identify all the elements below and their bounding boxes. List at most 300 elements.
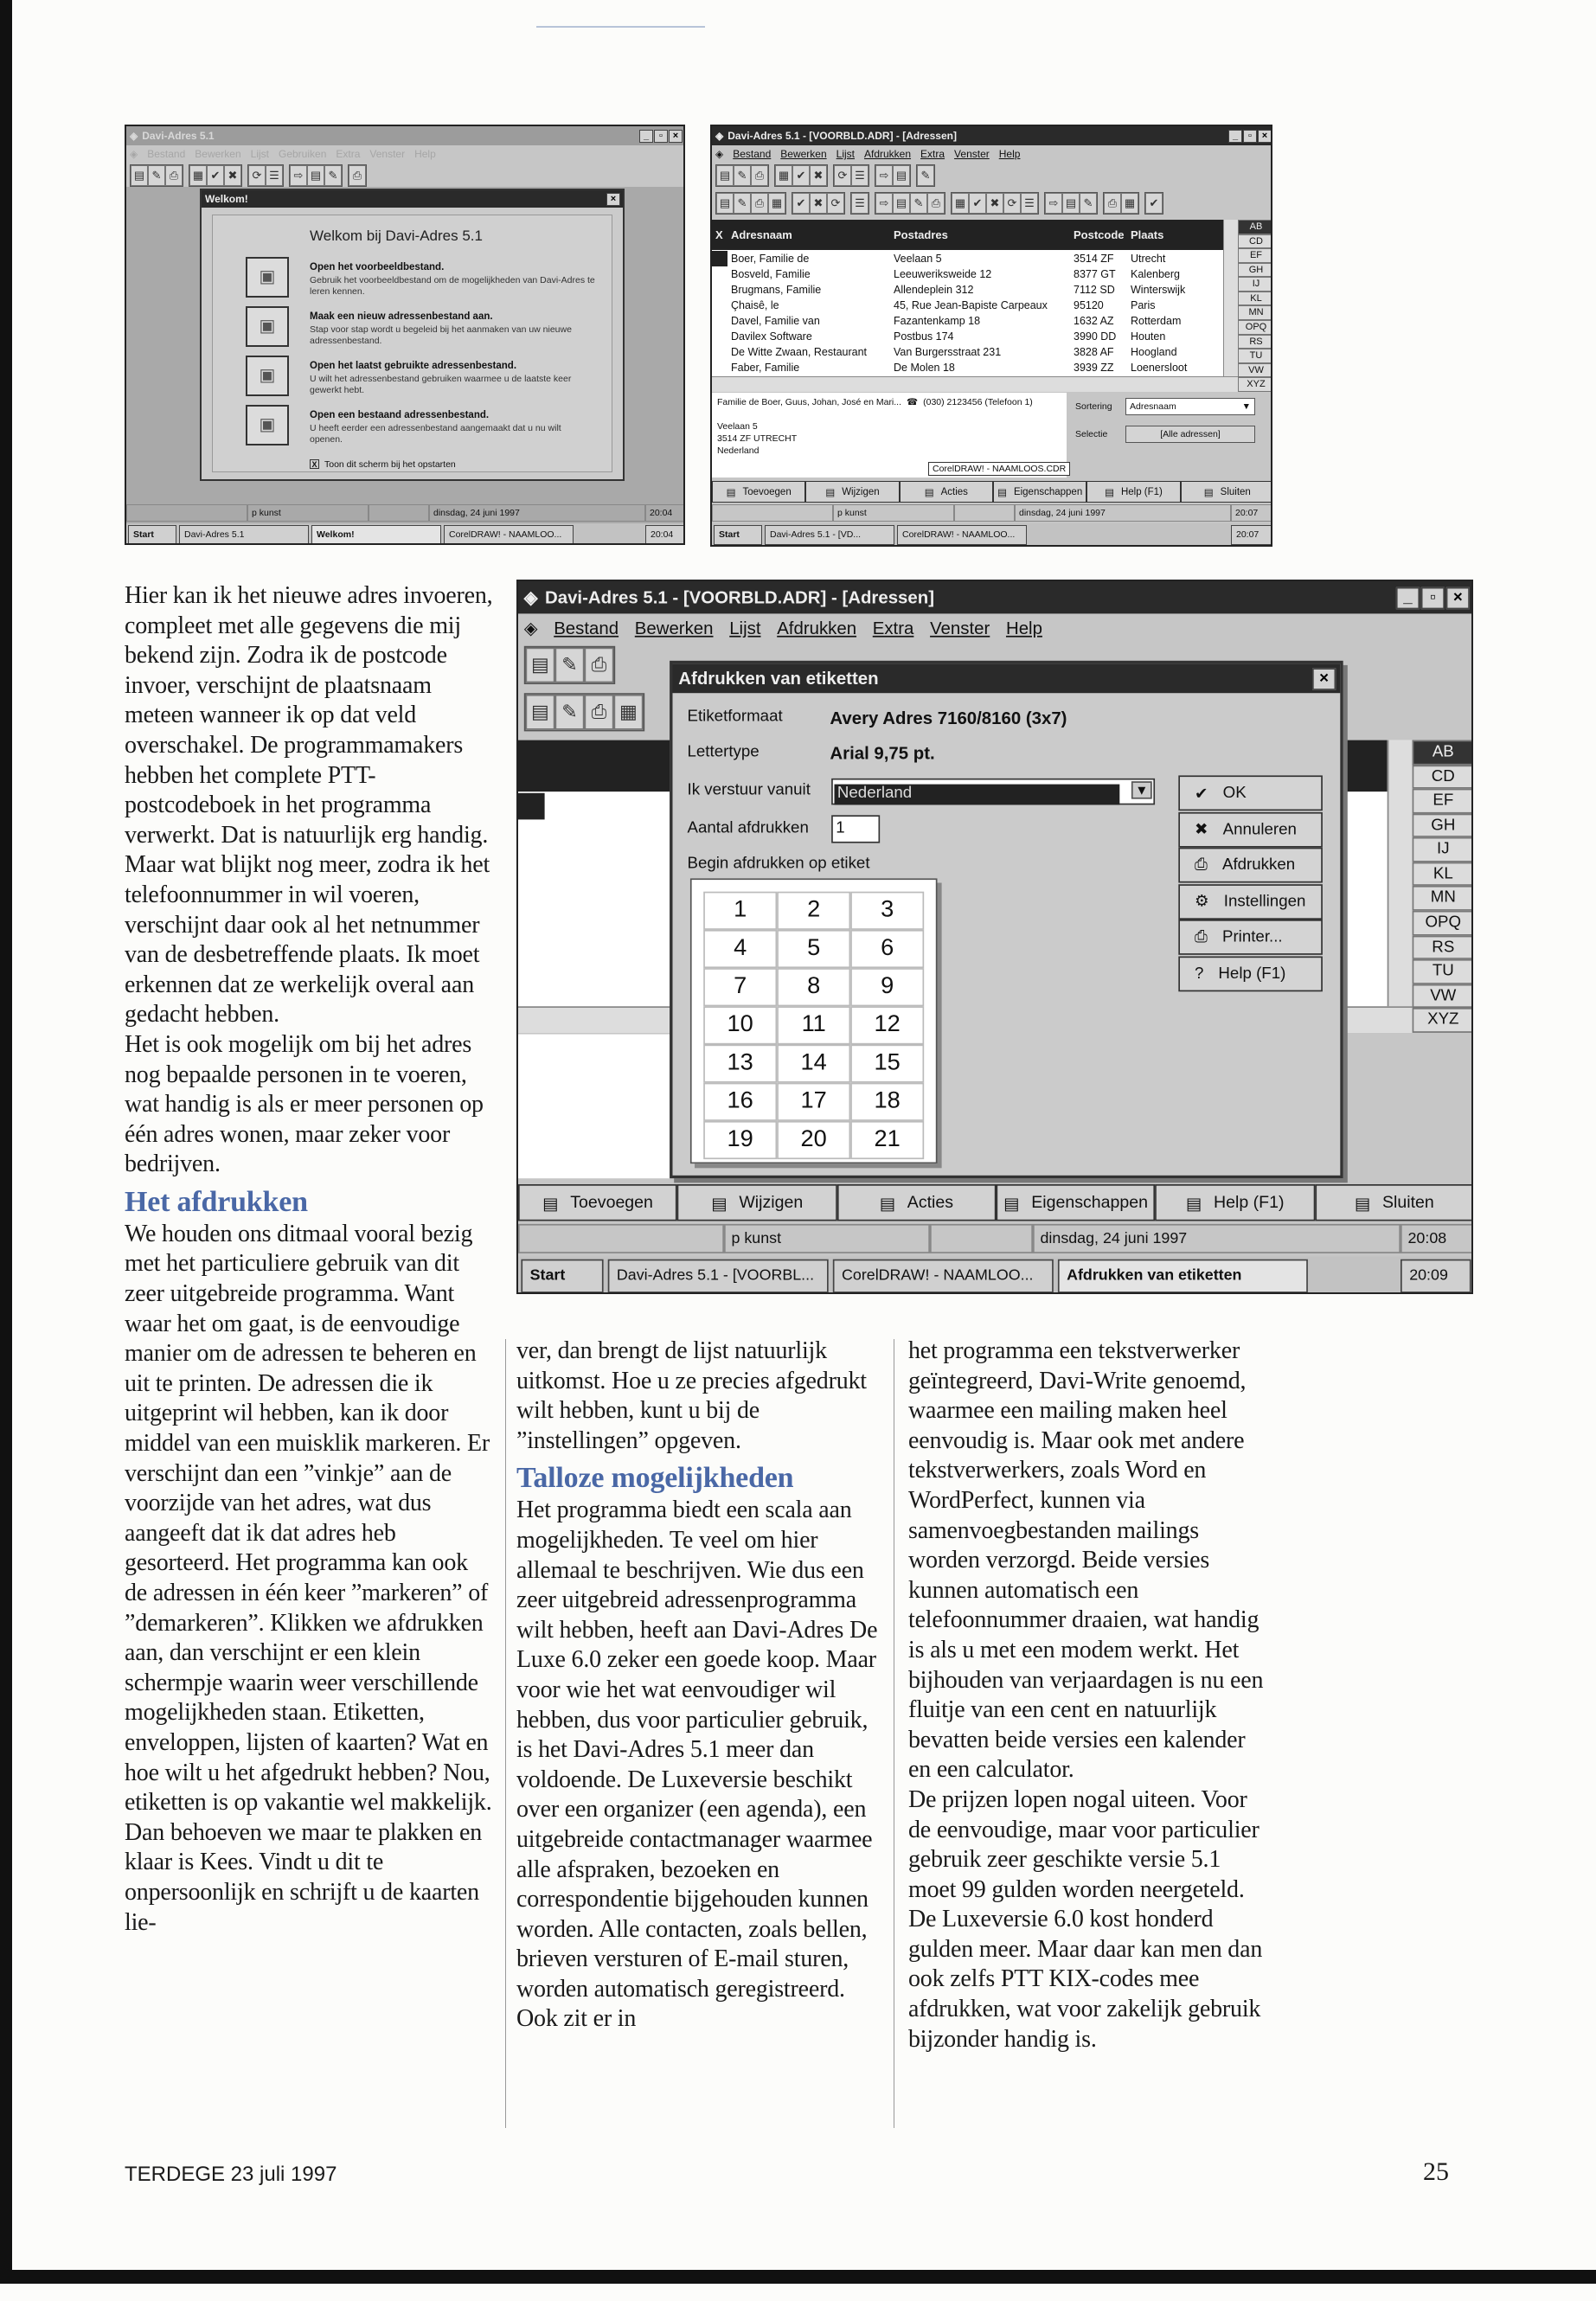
page-edge [0,0,12,2284]
alpha-tab[interactable]: AB [1413,740,1473,765]
button-icon: ▤ [542,1195,559,1214]
button-toevoegen[interactable] [712,481,805,503]
action-buttons [518,1184,1473,1221]
button-label: Help (F1) [1213,1194,1285,1212]
window-title: Davi-Adres 5.1 - [VOORBLD.ADR] - [Adressen] [544,586,935,608]
table-cell: Utrecht [1131,253,1166,265]
close-button[interactable]: × [669,130,683,143]
alpha-tab[interactable]: TU [1413,959,1473,984]
label-cell[interactable]: 11 [777,1006,850,1044]
table-row[interactable] [712,360,1223,375]
toolbar-button-icon[interactable]: ⎙ [349,165,366,186]
action-buttons [712,481,1272,503]
taskbar-item[interactable]: Afdrukken van etiketten [1058,1259,1308,1293]
taskbar-item[interactable]: Davi-Adres 5.1 - [VD... [765,525,894,545]
button-label: Toevoegen [570,1194,653,1212]
option-icon-button[interactable]: ▣ [246,356,289,396]
toolbar [715,192,1163,215]
button-toevoegen[interactable] [518,1184,677,1221]
field-value: Avery Adres 7160/8160 (3x7) [830,708,1067,728]
minimize-button[interactable]: _ [1396,586,1420,609]
toolbar-button-icon[interactable]: ⎙ [585,648,614,683]
minimize-button[interactable]: _ [639,130,653,143]
toolbar-button-icon[interactable]: ▤ [716,193,734,214]
column-header[interactable]: Adresnaam [731,228,792,241]
option-title[interactable]: Maak een nieuw adressenbestand aan. [310,311,493,322]
screenshot-address-list [710,125,1272,547]
toolbar-button-icon[interactable]: ✖ [810,165,827,186]
column-divider [505,1339,506,2128]
print-icon: ⎙ [1195,856,1208,874]
table-cell: 3990 DD [1074,330,1117,343]
table-row[interactable] [712,251,1223,266]
button-eigenschappen[interactable] [996,1184,1155,1221]
table-cell: 8377 GT [1074,268,1116,280]
status-field [518,1224,724,1253]
table-cell: Brugmans, Familie [731,284,822,296]
taskbar-item[interactable]: Davi-Adres 5.1 [179,525,309,545]
toolbar-button-icon[interactable]: ⎙ [751,165,768,186]
toolbar-button-icon[interactable]: ▤ [307,165,324,186]
alpha-tab[interactable]: IJ [1413,837,1473,862]
table-row[interactable] [712,298,1223,313]
option-icon-button[interactable]: ▣ [246,306,289,347]
toolbar-button-icon[interactable]: ▤ [893,193,910,214]
taskbar [712,523,1272,547]
option-title[interactable]: Open een bestaand adressenbestand. [310,410,490,420]
taskbar-item[interactable]: CorelDRAW! - NAAMLOO... [897,525,1027,545]
menu-afdrukken[interactable]: Afdrukken [864,148,912,160]
alpha-tab[interactable]: EF [1238,248,1272,263]
sort-select[interactable] [1125,398,1255,415]
table-cell: Çhaisê, le [731,299,779,311]
menu-bewerken[interactable]: Bewerken [195,148,241,160]
maximize-button[interactable]: ▫ [654,130,668,143]
toolbar-button-icon[interactable]: ⇨ [875,193,893,214]
start-button[interactable]: Start [128,525,176,545]
paragraph: ver, dan brengt de lijst natuurlijk uitkomst. Hoe u ze precies afgedrukt wilt hebben, kunt u bij de ”instellingen” opgeven. [516,1337,867,1454]
contact-names: Familie de Boer, Guus, Johan, José en Mari... [717,397,902,407]
menu-help[interactable]: Help [998,148,1021,160]
label-cell[interactable]: 15 [850,1045,924,1083]
settings-icon: ⚙ [1195,893,1209,911]
toolbar-button-icon[interactable]: ▦ [189,165,207,186]
label-cell[interactable]: 7 [703,968,777,1006]
start-button[interactable]: Start [521,1259,603,1293]
alpha-tab[interactable]: OPQ [1413,911,1473,935]
table-cell: Paris [1131,299,1156,311]
column-header[interactable]: Postcode [1074,228,1125,241]
toolbar-button-icon[interactable]: ⎙ [1104,193,1121,214]
toolbar-button-icon[interactable]: ✎ [917,165,934,186]
toolbar-button-icon[interactable]: ✎ [555,695,585,730]
field-label: Etiketformaat [687,708,783,726]
maximize-button[interactable]: ▫ [1243,130,1257,143]
table-row[interactable] [712,282,1223,298]
alpha-tab[interactable]: GH [1238,263,1272,278]
status-field: 20:08 [1401,1224,1473,1253]
toolbar-group [850,192,869,215]
alpha-tab[interactable]: MN [1413,887,1473,911]
status-field: dinsdag, 24 juni 1997 [1033,1224,1401,1253]
toolbar-group [951,192,1039,215]
toolbar-button-icon[interactable]: ✔ [1145,193,1163,214]
status-field [712,504,833,522]
button-help-f1-[interactable] [1156,1184,1315,1221]
toolbar-button-icon[interactable]: ▤ [526,648,555,683]
table-cell: Veelaan 5 [894,253,942,265]
toolbar-group [524,646,615,684]
button-acties[interactable] [900,481,993,503]
toolbar-button-icon[interactable]: ▦ [614,695,644,730]
label-cell[interactable]: 5 [777,930,850,968]
label-cell[interactable]: 18 [850,1083,924,1121]
label-cell[interactable]: 10 [703,1006,777,1044]
screenshot-welcome [125,125,685,545]
label-cell[interactable]: 16 [703,1083,777,1121]
table-cell: Houten [1131,330,1166,343]
dialog-title: Afdrukken van etiketten [678,668,879,689]
button-icon: ▤ [1185,1195,1202,1214]
toolbar-button-icon[interactable]: ☰ [266,165,283,186]
close-button[interactable]: × [606,193,620,206]
checkbox-mark: X [310,459,319,469]
button-label: Acties [907,1194,954,1212]
welcome-dialog [200,189,625,481]
option-icon-button[interactable]: ▣ [246,405,289,445]
label-cell[interactable]: 6 [850,930,924,968]
button-afdrukken[interactable] [1178,848,1323,883]
toolbar-button-icon[interactable]: ⎙ [927,193,945,214]
table-cell: Davilex Software [731,330,812,343]
button-wijzigen[interactable] [805,481,899,503]
window-controls [1228,130,1272,143]
toolbar-button-icon[interactable]: ⇨ [1045,193,1062,214]
menu-lijst[interactable]: Lijst [729,618,761,639]
toolbar-button-icon[interactable]: ▦ [775,165,792,186]
menu-lijst[interactable]: Lijst [836,148,855,160]
table-row[interactable] [712,266,1223,282]
toolbar-button-icon[interactable]: ✖ [986,193,1003,214]
chevron-down-icon: ▼ [1241,401,1251,412]
status-bar [126,504,685,522]
menu-venster[interactable]: Venster [930,618,990,639]
selection-label: Selectie [1075,429,1108,439]
toolbar-group [875,192,945,215]
menu-app-icon: ◈ [130,148,138,160]
alpha-tab[interactable]: CD [1238,234,1272,249]
toolbar-button-icon[interactable]: ⟳ [827,193,844,214]
menu-bestand[interactable]: Bestand [733,148,772,160]
button-icon: ▤ [1105,487,1114,498]
toolbar-button-icon[interactable]: ✖ [224,165,241,186]
label-cell[interactable]: 1 [703,892,777,930]
close-button[interactable]: × [1312,667,1336,689]
toolbar-button-icon[interactable]: ✎ [324,165,342,186]
label-cell[interactable]: 13 [703,1045,777,1083]
toolbar-group [1144,192,1163,215]
button-sluiten[interactable] [1315,1184,1473,1221]
status-field: p kunst [724,1224,930,1253]
dialog-title-bar [673,663,1341,693]
toolbar-button-icon[interactable]: ✔ [969,193,986,214]
help-icon: ? [1195,964,1204,983]
menu-lijst[interactable]: Lijst [250,148,269,160]
selection-button[interactable] [1125,426,1255,443]
address-table [712,220,1238,392]
table-cell: Allendeplein 312 [894,284,974,296]
paragraph: het programma een tekstverwerker geïntegreerd, Davi-Write genoemd, waarmee een mailing maken heel eenvoudig is. Maar ook met andere tekstverwerkers, zoals Word en WordPerfect, kunnen via samenvoegbestanden mailings worden verzorgd. Beide versies kunnen automatisch een telefoonnummer draaien, wat handig is als u met een modem werkt. Het bijhouden van verjaardagen is nu een fluitje van een cent en natuurlijk bevatten beide versies een kalender en een calculator. [908,1337,1264,1784]
toolbar-group [1044,192,1098,215]
toolbar-button-icon[interactable]: ▤ [131,165,148,186]
toolbar-button-icon[interactable]: ▤ [893,165,910,186]
toolbar-group [916,164,935,187]
copies-input[interactable]: 1 [831,815,880,843]
button-annuleren[interactable] [1178,811,1323,847]
start-button[interactable]: Start [714,525,762,545]
table-cell: 7112 SD [1074,284,1115,296]
toolbar-button-icon[interactable]: ⇨ [290,165,307,186]
toolbar-button-icon[interactable]: ⟳ [248,165,266,186]
label-cell[interactable]: 3 [850,892,924,930]
toolbar-button-icon[interactable]: ☰ [851,193,869,214]
table-row[interactable] [712,313,1223,329]
tooltip: CorelDRAW! - NAAMLOOS.CDR [928,462,1070,476]
toolbar-group [1103,192,1139,215]
toolbar-button-icon[interactable]: ✔ [792,165,810,186]
alpha-tab[interactable]: MN [1238,305,1272,320]
footer-publication: TERDEGE 23 juli 1997 [125,2163,337,2186]
toolbar-button-icon[interactable]: ☰ [1021,193,1038,214]
toolbar-button-icon[interactable]: ✖ [810,193,827,214]
taskbar-item[interactable]: CorelDRAW! - NAAMLOO... [833,1259,1054,1293]
alpha-tab[interactable]: GH [1413,813,1473,837]
toolbar-button-icon[interactable]: ▤ [526,695,555,730]
toolbar-button-icon[interactable]: ☰ [851,165,869,186]
toolbar-button-icon[interactable]: ⎙ [751,193,768,214]
label-cell[interactable]: 12 [850,1006,924,1044]
table-cell: 95120 [1074,299,1104,311]
row-selector [712,251,727,266]
toolbar-button-icon[interactable]: ▤ [1062,193,1080,214]
status-field [930,1224,1033,1253]
title-bar [712,126,1272,145]
vertical-scrollbar[interactable] [1388,740,1413,1007]
window-controls [639,130,685,143]
toolbar-button-icon[interactable]: ⟳ [1003,193,1021,214]
toolbar-group [715,192,786,215]
menu-extra[interactable]: Extra [336,148,361,160]
toolbar-button-icon[interactable]: ⎙ [165,165,183,186]
button-help-f1-[interactable] [1086,481,1180,503]
label-cell[interactable]: 20 [777,1121,850,1159]
toolbar [130,164,367,187]
vertical-scrollbar[interactable] [1223,220,1238,376]
toolbar-button-icon[interactable]: ⎙ [585,695,614,730]
alpha-tab[interactable]: XYZ [1238,377,1272,392]
button-instellingen[interactable] [1178,883,1323,919]
label-cell[interactable]: 14 [777,1045,850,1083]
article-column-2 [516,1336,880,2035]
option-description: U wilt het adressenbestand gebruiken waarmee u de laatste keer gewerkt hebt. [310,374,572,395]
toolbar-button-icon[interactable]: ✎ [148,165,165,186]
taskbar-clock: 20:07 [1231,525,1272,545]
window-controls [1396,586,1473,609]
table-cell: Winterswijk [1131,284,1186,296]
button-printer[interactable] [1178,920,1323,955]
table-row[interactable] [712,329,1223,344]
toolbar-button-icon[interactable]: ✎ [910,193,927,214]
menu-bestand[interactable]: Bestand [147,148,186,160]
toolbar-button-icon[interactable]: ✎ [555,648,585,683]
menu-extra[interactable]: Extra [920,148,945,160]
checkbox-label: Toon dit scherm bij het opstarten [324,459,456,470]
status-field: 20:04 [645,504,685,522]
alpha-tab[interactable]: VW [1238,363,1272,378]
toolbar-button-icon[interactable]: ✎ [734,193,751,214]
status-field [126,504,247,522]
toolbar-button-icon[interactable]: ⇨ [875,165,893,186]
menu-extra[interactable]: Extra [872,618,914,639]
menu-bewerken[interactable]: Bewerken [780,148,827,160]
sort-label: Sortering [1075,401,1112,412]
button-eigenschappen[interactable] [993,481,1086,503]
send-from-select[interactable] [831,779,1155,805]
printer-icon: ⎙ [1195,927,1208,945]
toolbar [524,646,615,684]
article-column-3 [908,1336,1272,2054]
option-title[interactable]: Open het laatst gebruikte adressenbestand. [310,361,517,371]
button-acties[interactable] [836,1184,996,1221]
print-labels-dialog [670,661,1343,1178]
button-label: Wijzigen [842,486,880,497]
dialog-title-bar [202,190,623,208]
label-cell[interactable]: 4 [703,930,777,968]
dialog-panel [212,215,612,472]
table-cell: Hoogland [1131,346,1177,358]
button-label: Help (F1) [1218,964,1286,983]
taskbar-item[interactable]: Welkom! [311,525,441,545]
label-cell[interactable]: 21 [850,1121,924,1159]
field-label: Lettertype [687,743,760,761]
menu-venster[interactable]: Venster [954,148,990,160]
button-label: Acties [940,486,968,497]
taskbar-clock: 20:09 [1401,1259,1471,1293]
column-header[interactable]: Plaats [1131,228,1164,241]
alpha-tab[interactable]: VW [1413,984,1473,1008]
alpha-tab[interactable]: KL [1238,292,1272,306]
menu-help[interactable]: Help [414,148,436,160]
alpha-tab[interactable]: RS [1238,335,1272,349]
welcome-heading: Welkom bij Davi-Adres 5.1 [310,228,483,244]
menu-app-icon: ◈ [523,618,538,639]
toolbar-button-icon[interactable]: ✔ [207,165,224,186]
minimize-button[interactable]: _ [1228,130,1242,143]
toolbar-button-icon[interactable]: ⟳ [834,165,851,186]
send-from-label: Ik verstuur vanuit [687,781,811,799]
toolbar-button-icon[interactable]: ✎ [1080,193,1097,214]
label-cell[interactable]: 9 [850,968,924,1006]
horizontal-scrollbar[interactable] [712,376,1238,392]
toolbar-group [875,164,911,187]
toolbar-group [774,164,828,187]
button-wijzigen[interactable] [677,1184,836,1221]
close-button[interactable]: × [1446,586,1470,609]
table-cell: De Molen 18 [894,362,955,374]
column-header[interactable]: Postadres [894,228,948,241]
close-button[interactable]: × [1258,130,1272,143]
toolbar-button-icon[interactable]: ▤ [716,165,734,186]
menu-bewerken[interactable]: Bewerken [634,618,714,639]
taskbar [126,523,685,545]
toolbar-button-icon[interactable]: ▦ [952,193,969,214]
maximize-button[interactable]: ▫ [1421,586,1445,609]
article-column-1 [125,581,495,1938]
taskbar-item[interactable]: CorelDRAW! - NAAMLOO... [444,525,574,545]
button-label: Annuleren [1222,820,1297,838]
app-window [518,581,1473,1294]
label-cell[interactable]: 17 [777,1083,850,1121]
button-icon: ▤ [711,1195,727,1214]
toolbar-button-icon[interactable]: ▦ [768,193,785,214]
menu-afdrukken[interactable]: Afdrukken [777,618,857,639]
alpha-tab[interactable]: IJ [1238,277,1272,292]
table-cell: 3939 ZZ [1074,362,1114,374]
toolbar-group [289,164,343,187]
alpha-tab[interactable]: CD [1413,765,1473,789]
toolbar-button-icon[interactable]: ▦ [1121,193,1138,214]
copies-label: Aantal afdrukken [687,819,809,837]
menu-venster[interactable]: Venster [369,148,406,160]
button-sluiten[interactable] [1181,481,1272,503]
button-label: Help (F1) [1120,486,1163,497]
label-cell[interactable]: 8 [777,968,850,1006]
alpha-tab[interactable]: EF [1413,789,1473,813]
button-label: Printer... [1221,928,1283,946]
toolbar-button-icon[interactable]: ✔ [792,193,810,214]
alpha-tab[interactable]: OPQ [1238,320,1272,335]
alpha-tab[interactable]: AB [1238,220,1272,234]
status-field: 20:07 [1231,504,1272,522]
table-cell: Loenersloot [1131,362,1188,374]
menu-bestand[interactable]: Bestand [554,618,619,639]
option-title[interactable]: Open het voorbeeldbestand. [310,262,445,272]
button-ok[interactable] [1178,775,1323,811]
alpha-tab[interactable]: KL [1413,862,1473,887]
menu-help[interactable]: Help [1005,618,1042,639]
phone-icon: ☎ [907,397,919,407]
toolbar-group [524,693,644,731]
menu-gebruiken[interactable]: Gebruiken [279,148,327,160]
button-icon: ▤ [879,1195,896,1214]
toolbar-button-icon[interactable]: ✎ [734,165,751,186]
alpha-tab[interactable]: RS [1413,935,1473,959]
button-icon: ▤ [726,487,736,498]
top-rule [536,26,705,28]
taskbar-item[interactable]: Davi-Adres 5.1 - [VOORBL... [608,1259,829,1293]
alpha-tab[interactable]: TU [1238,349,1272,363]
status-field [954,504,1015,522]
label-cell[interactable]: 2 [777,892,850,930]
label-cell[interactable]: 19 [703,1121,777,1159]
startup-checkbox[interactable] [310,459,456,470]
alpha-tab[interactable]: XYZ [1413,1009,1473,1033]
window-title: Davi-Adres 5.1 - [VOORBLD.ADR] - [Adressen] [727,130,957,142]
button-help-f1[interactable] [1178,956,1323,991]
column-header[interactable]: X [715,228,723,241]
option-icon-button[interactable]: ▣ [246,257,289,298]
table-row[interactable] [712,344,1223,360]
